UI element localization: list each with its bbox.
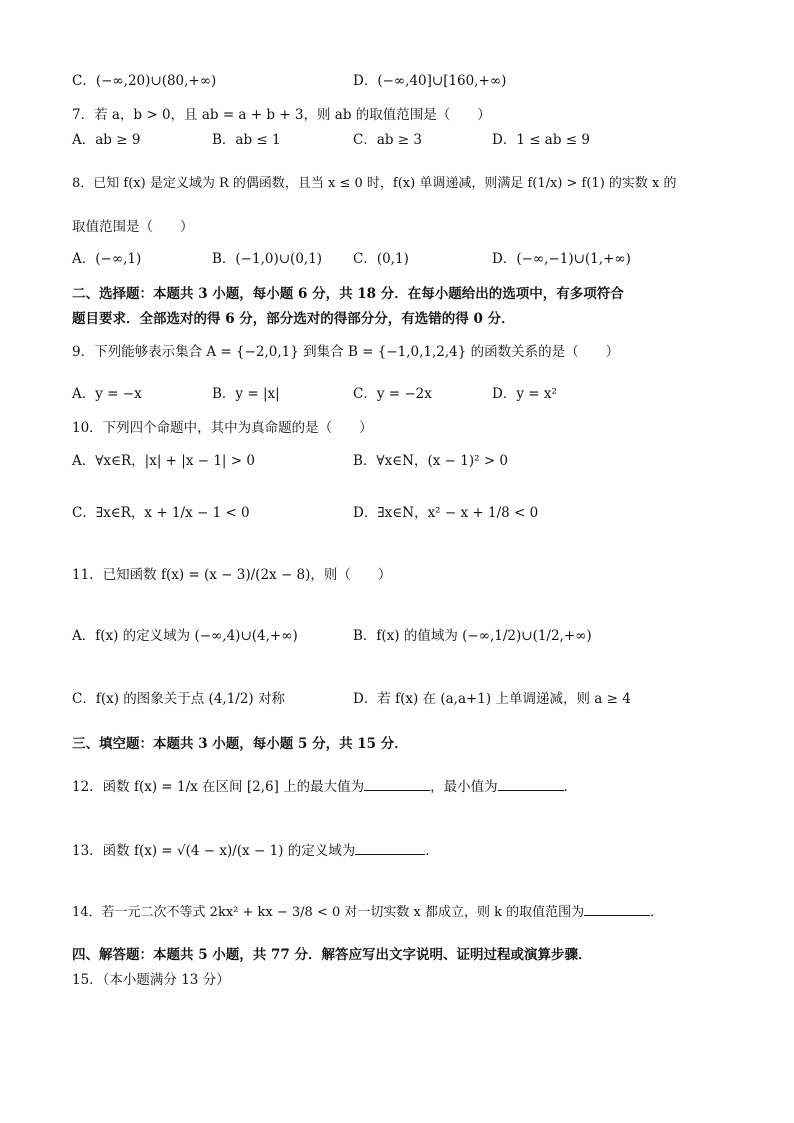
q9-stem: 9．下列能够表示集合 A = {−2,0,1} 到集合 B = {−1,0,1,2,4} 的函数关系的是（ ） <box>72 344 620 360</box>
q15-stem: 15．（本小题满分 13 分） <box>72 972 230 988</box>
q10-stem: 10．下列四个命题中，其中为真命题的是（ ） <box>72 420 373 436</box>
q12-answer-blank-min[interactable] <box>498 778 564 791</box>
q9-option-c: C．y = −2x <box>353 386 432 402</box>
q8-option-d: D．(−∞,−1)∪(1,+∞) <box>492 251 631 267</box>
section-4-heading: 四、解答题：本题共 5 小题，共 77 分．解答应写出文字说明、证明过程或演算步骤． <box>72 947 592 963</box>
q7-option-d: D．1 ≤ ab ≤ 9 <box>492 132 590 148</box>
q13-answer-blank[interactable] <box>355 842 425 855</box>
q11-option-b: B．f(x) 的值域为 (−∞,1/2)∪(1/2,+∞) <box>353 628 592 644</box>
q8-stem-cont: 取值范围是（ ） <box>72 219 194 235</box>
q8-stem: 8．已知 f(x) 是定义域为 R 的偶函数，且当 x ≤ 0 时，f(x) 单调递减，则满足 f(1/x) > f(1) 的实数 x 的 <box>72 176 677 191</box>
q11-option-c: C．f(x) 的图象关于点 (4,1/2) 对称 <box>72 691 285 707</box>
q13-text: 13．函数 f(x) = √(4 − x)/(x − 1) 的定义域为 <box>72 843 356 859</box>
q10-option-b: B．∀x∈N，(x − 1)² > 0 <box>353 453 509 469</box>
q9-option-b: B．y = |x| <box>212 386 280 402</box>
q11-stem: 11．已知函数 f(x) = (x − 3)/(2x − 8)，则（ ） <box>72 567 392 583</box>
q6-option-d: D．(−∞,40]∪[160,+∞) <box>353 73 507 89</box>
q9-option-a: A．y = −x <box>72 386 142 402</box>
q10-option-d: D．∃x∈N，x² − x + 1/8 < 0 <box>353 505 539 521</box>
q7-option-a: A．ab ≥ 9 <box>72 132 141 148</box>
q7-option-b: B．ab ≤ 1 <box>212 132 281 148</box>
q14-end-mark: ． <box>650 905 664 920</box>
q10-option-c: C．∃x∈R，x + 1/x − 1 < 0 <box>72 505 250 521</box>
q9-option-d: D．y = x² <box>492 386 557 402</box>
q8-option-c: C．(0,1) <box>353 251 409 267</box>
section-3-heading: 三、填空题：本题共 3 小题，每小题 5 分，共 15 分． <box>72 736 408 752</box>
q14-text: 14．若一元二次不等式 2kx² + kx − 3/8 < 0 对一切实数 x 都成立，则 k 的取值范围为 <box>72 905 585 920</box>
q8-option-a: A．(−∞,1) <box>72 251 142 267</box>
q11-option-d: D．若 f(x) 在 (a,a+1) 上单调递减，则 a ≥ 4 <box>353 691 631 707</box>
q10-option-a: A．∀x∈R，|x| + |x − 1| > 0 <box>72 453 255 469</box>
section-2-heading-cont: 题目要求．全部选对的得 6 分，部分选对的得部分分，有选错的得 0 分． <box>72 311 515 327</box>
q13-stem <box>72 842 439 860</box>
q6-option-c: C．(−∞,20)∪(80,+∞) <box>72 73 217 89</box>
q12-stem <box>72 778 577 796</box>
q12-text-2: ，最小值为 <box>430 779 498 795</box>
q13-end-mark: ． <box>425 843 439 859</box>
q14-answer-blank[interactable] <box>584 903 650 916</box>
q7-stem: 7．若 a，b > 0，且 ab = a + b + 3，则 ab 的取值范围是（ ） <box>72 107 491 123</box>
q12-answer-blank-max[interactable] <box>364 778 430 791</box>
q7-option-c: C．ab ≥ 3 <box>353 132 423 148</box>
q14-stem <box>72 903 663 922</box>
q12-end-mark: ． <box>563 779 578 795</box>
q8-option-b: B．(−1,0)∪(0,1) <box>212 251 323 267</box>
q12-text-1: 12．函数 f(x) = 1/x 在区间 [2,6] 上的最大值为 <box>72 779 365 795</box>
section-2-heading: 二、选择题：本题共 3 小题，每小题 6 分，共 18 分．在每小题给出的选项中，有多项符合 <box>72 286 624 302</box>
q11-option-a: A．f(x) 的定义域为 (−∞,4)∪(4,+∞) <box>72 628 298 644</box>
